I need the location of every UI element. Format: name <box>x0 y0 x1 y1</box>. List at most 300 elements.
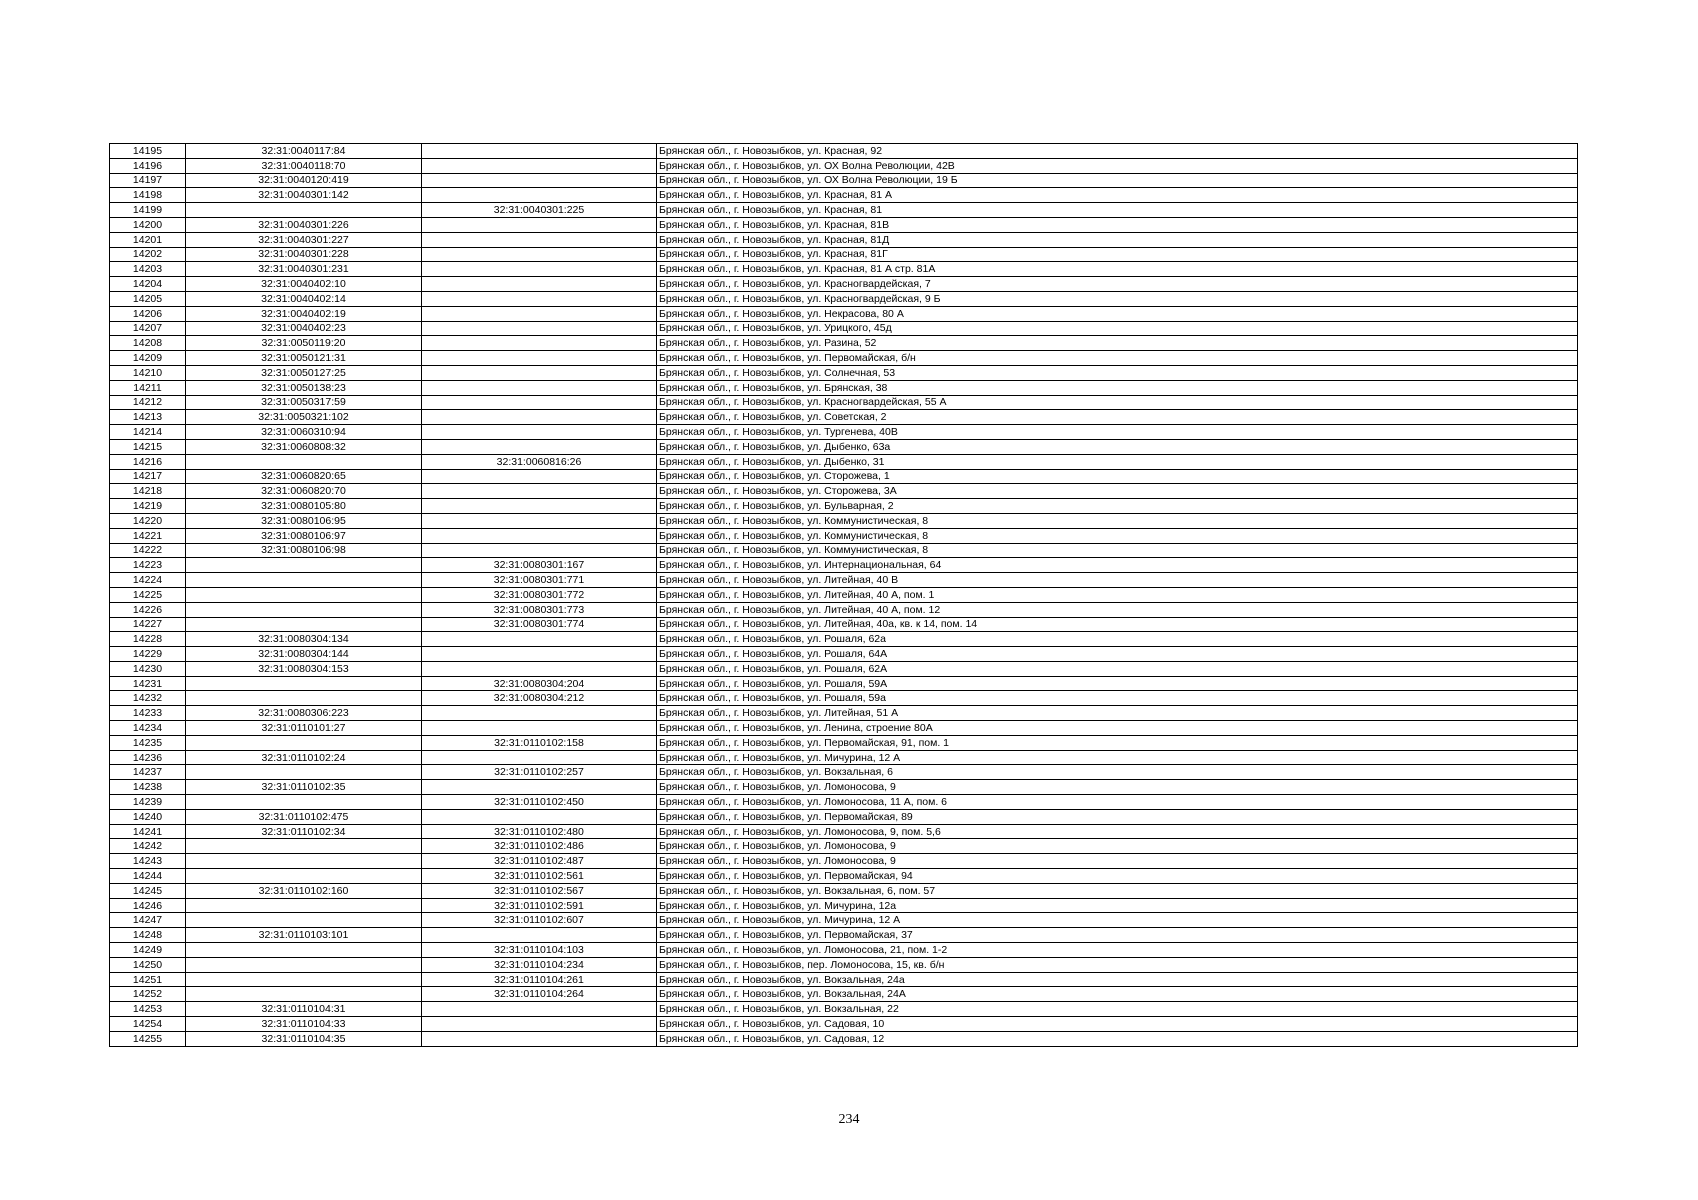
page-number: 234 <box>838 1112 860 1127</box>
cadastral-number-secondary-cell <box>422 661 657 676</box>
table-row <box>110 839 1578 854</box>
row-number-cell: 14211 <box>110 380 186 395</box>
address-cell: Брянская обл., г. Новозыбков, ул. Мичурина, 12 А <box>657 913 1578 928</box>
cadastral-number-secondary-cell: 32:31:0080301:771 <box>422 573 657 588</box>
row-number-cell: 14219 <box>110 499 186 514</box>
cadastral-number-cell: 32:31:0110102:160 <box>186 883 422 898</box>
cadastral-number-secondary-cell: 32:31:0080301:773 <box>422 602 657 617</box>
row-number-cell: 14212 <box>110 395 186 410</box>
cadastral-number-cell <box>186 676 422 691</box>
cadastral-number-cell <box>186 558 422 573</box>
cadastral-number-cell: 32:31:0080106:97 <box>186 528 422 543</box>
row-number-cell: 14250 <box>110 957 186 972</box>
table-row <box>110 617 1578 632</box>
cadastral-number-secondary-cell <box>422 1017 657 1032</box>
cadastral-number-secondary-cell: 32:31:0110102:486 <box>422 839 657 854</box>
cadastral-number-cell: 32:31:0050321:102 <box>186 410 422 425</box>
row-number-cell: 14245 <box>110 883 186 898</box>
cadastral-number-cell: 32:31:0040301:142 <box>186 188 422 203</box>
cadastral-number-secondary-cell: 32:31:0110104:234 <box>422 957 657 972</box>
table-row <box>110 543 1578 558</box>
property-registry-table <box>109 143 1578 1047</box>
address-cell: Брянская обл., г. Новозыбков, ул. Первомайская, б/н <box>657 351 1578 366</box>
address-cell: Брянская обл., г. Новозыбков, ул. Дыбенко, 63а <box>657 439 1578 454</box>
cadastral-number-secondary-cell <box>422 336 657 351</box>
address-cell: Брянская обл., г. Новозыбков, ул. Первомайская, 94 <box>657 869 1578 884</box>
cadastral-number-secondary-cell: 32:31:0040301:225 <box>422 203 657 218</box>
address-cell: Брянская обл., г. Новозыбков, ул. Некрасова, 80 А <box>657 306 1578 321</box>
address-cell: Брянская обл., г. Новозыбков, ул. Рошаля, 62А <box>657 661 1578 676</box>
row-number-cell: 14241 <box>110 824 186 839</box>
cadastral-number-cell: 32:31:0040402:10 <box>186 277 422 292</box>
cadastral-number-secondary-cell <box>422 321 657 336</box>
row-number-cell: 14247 <box>110 913 186 928</box>
cadastral-number-secondary-cell <box>422 306 657 321</box>
row-number-cell: 14246 <box>110 898 186 913</box>
cadastral-number-cell: 32:31:0040301:231 <box>186 262 422 277</box>
address-cell: Брянская обл., г. Новозыбков, ул. Вокзальная, 6 <box>657 765 1578 780</box>
cadastral-number-cell: 32:31:0060808:32 <box>186 439 422 454</box>
table-row <box>110 351 1578 366</box>
table-row <box>110 809 1578 824</box>
cadastral-number-secondary-cell: 32:31:0110104:261 <box>422 972 657 987</box>
address-cell: Брянская обл., г. Новозыбков, ул. Ленина, строение 80А <box>657 721 1578 736</box>
cadastral-number-cell: 32:31:0080304:153 <box>186 661 422 676</box>
address-cell: Брянская обл., г. Новозыбков, ул. Литейная, 40 А, пом. 12 <box>657 602 1578 617</box>
table-row <box>110 262 1578 277</box>
cadastral-number-cell: 32:31:0110101:27 <box>186 721 422 736</box>
row-number-cell: 14234 <box>110 721 186 736</box>
cadastral-number-cell: 32:31:0040301:226 <box>186 217 422 232</box>
table-row <box>110 321 1578 336</box>
address-cell: Брянская обл., г. Новозыбков, ул. Красная, 81Г <box>657 247 1578 262</box>
address-cell: Брянская обл., г. Новозыбков, ул. Ломоносова, 9 <box>657 854 1578 869</box>
address-cell: Брянская обл., г. Новозыбков, ул. Рошаля, 62а <box>657 632 1578 647</box>
cadastral-number-secondary-cell <box>422 158 657 173</box>
table-row <box>110 365 1578 380</box>
cadastral-number-cell <box>186 573 422 588</box>
table-row <box>110 957 1578 972</box>
table-row <box>110 558 1578 573</box>
cadastral-number-secondary-cell <box>422 144 657 159</box>
table-row <box>110 336 1578 351</box>
table-row <box>110 795 1578 810</box>
cadastral-number-cell <box>186 203 422 218</box>
table-row <box>110 395 1578 410</box>
cadastral-number-secondary-cell <box>422 543 657 558</box>
row-number-cell: 14238 <box>110 780 186 795</box>
address-cell: Брянская обл., г. Новозыбков, ул. Дыбенко, 31 <box>657 454 1578 469</box>
address-cell: Брянская обл., г. Новозыбков, ул. Литейная, 51 А <box>657 706 1578 721</box>
cadastral-number-cell: 32:31:0040402:23 <box>186 321 422 336</box>
row-number-cell: 14202 <box>110 247 186 262</box>
cadastral-number-cell: 32:31:0050121:31 <box>186 351 422 366</box>
row-number-cell: 14252 <box>110 987 186 1002</box>
row-number-cell: 14218 <box>110 484 186 499</box>
cadastral-number-secondary-cell <box>422 395 657 410</box>
cadastral-number-cell: 32:31:0050138:23 <box>186 380 422 395</box>
cadastral-number-secondary-cell: 32:31:0080301:772 <box>422 587 657 602</box>
table-row <box>110 425 1578 440</box>
row-number-cell: 14214 <box>110 425 186 440</box>
row-number-cell: 14227 <box>110 617 186 632</box>
address-cell: Брянская обл., г. Новозыбков, ул. Советская, 2 <box>657 410 1578 425</box>
cadastral-number-secondary-cell <box>422 1002 657 1017</box>
cadastral-number-cell: 32:31:0040402:19 <box>186 306 422 321</box>
cadastral-number-cell <box>186 617 422 632</box>
table-row <box>110 158 1578 173</box>
table-row <box>110 647 1578 662</box>
table-row <box>110 454 1578 469</box>
table-row <box>110 721 1578 736</box>
cadastral-number-secondary-cell: 32:31:0110102:257 <box>422 765 657 780</box>
table-row <box>110 632 1578 647</box>
row-number-cell: 14209 <box>110 351 186 366</box>
row-number-cell: 14251 <box>110 972 186 987</box>
address-cell: Брянская обл., г. Новозыбков, ул. Мичурина, 12 А <box>657 750 1578 765</box>
address-cell: Брянская обл., г. Новозыбков, ул. Ломоносова, 21, пом. 1-2 <box>657 943 1578 958</box>
cadastral-number-secondary-cell <box>422 469 657 484</box>
row-number-cell: 14249 <box>110 943 186 958</box>
cadastral-number-secondary-cell <box>422 439 657 454</box>
row-number-cell: 14221 <box>110 528 186 543</box>
cadastral-number-cell <box>186 972 422 987</box>
table-row <box>110 928 1578 943</box>
address-cell: Брянская обл., г. Новозыбков, ул. Садовая, 10 <box>657 1017 1578 1032</box>
cadastral-number-secondary-cell <box>422 750 657 765</box>
table-row <box>110 439 1578 454</box>
cadastral-number-cell: 32:31:0080304:134 <box>186 632 422 647</box>
table-row <box>110 232 1578 247</box>
table-row <box>110 854 1578 869</box>
cadastral-number-secondary-cell: 32:31:0110102:487 <box>422 854 657 869</box>
cadastral-number-cell <box>186 913 422 928</box>
table-row <box>110 587 1578 602</box>
cadastral-number-secondary-cell <box>422 410 657 425</box>
table-row <box>110 1017 1578 1032</box>
table-row <box>110 410 1578 425</box>
row-number-cell: 14208 <box>110 336 186 351</box>
table-row <box>110 602 1578 617</box>
row-number-cell: 14203 <box>110 262 186 277</box>
row-number-cell: 14242 <box>110 839 186 854</box>
row-number-cell: 14220 <box>110 513 186 528</box>
address-cell: Брянская обл., г. Новозыбков, ул. Красная, 81 А <box>657 188 1578 203</box>
cadastral-number-cell: 32:31:0080105:80 <box>186 499 422 514</box>
cadastral-number-secondary-cell <box>422 291 657 306</box>
cadastral-number-secondary-cell <box>422 780 657 795</box>
cadastral-number-secondary-cell <box>422 721 657 736</box>
address-cell: Брянская обл., г. Новозыбков, ул. Литейная, 40а, кв. к 14, пом. 14 <box>657 617 1578 632</box>
cadastral-number-cell: 32:31:0050127:25 <box>186 365 422 380</box>
cadastral-number-secondary-cell: 32:31:0110102:567 <box>422 883 657 898</box>
row-number-cell: 14232 <box>110 691 186 706</box>
cadastral-number-cell: 32:31:0040301:228 <box>186 247 422 262</box>
row-number-cell: 14216 <box>110 454 186 469</box>
cadastral-number-secondary-cell <box>422 513 657 528</box>
table-row <box>110 691 1578 706</box>
cadastral-number-cell: 32:31:0110104:33 <box>186 1017 422 1032</box>
row-number-cell: 14255 <box>110 1031 186 1046</box>
cadastral-number-secondary-cell <box>422 425 657 440</box>
address-cell: Брянская обл., г. Новозыбков, ул. Урицкого, 45д <box>657 321 1578 336</box>
cadastral-number-cell <box>186 454 422 469</box>
registry-table-body <box>110 144 1578 1047</box>
cadastral-number-secondary-cell: 32:31:0110102:450 <box>422 795 657 810</box>
table-row <box>110 913 1578 928</box>
cadastral-number-secondary-cell <box>422 484 657 499</box>
table-row <box>110 750 1578 765</box>
cadastral-number-cell: 32:31:0060820:70 <box>186 484 422 499</box>
row-number-cell: 14254 <box>110 1017 186 1032</box>
table-row <box>110 661 1578 676</box>
table-row <box>110 706 1578 721</box>
cadastral-number-secondary-cell: 32:31:0110104:264 <box>422 987 657 1002</box>
table-row <box>110 1002 1578 1017</box>
row-number-cell: 14207 <box>110 321 186 336</box>
address-cell: Брянская обл., г. Новозыбков, ул. Литейная, 40 В <box>657 573 1578 588</box>
table-row <box>110 277 1578 292</box>
row-number-cell: 14204 <box>110 277 186 292</box>
cadastral-number-cell <box>186 735 422 750</box>
address-cell: Брянская обл., г. Новозыбков, ул. Первомайская, 37 <box>657 928 1578 943</box>
address-cell: Брянская обл., г. Новозыбков, ул. Тургенева, 40В <box>657 425 1578 440</box>
cadastral-number-secondary-cell: 32:31:0080301:774 <box>422 617 657 632</box>
address-cell: Брянская обл., г. Новозыбков, ул. Красногвардейская, 9 Б <box>657 291 1578 306</box>
cadastral-number-cell: 32:31:0040402:14 <box>186 291 422 306</box>
address-cell: Брянская обл., г. Новозыбков, ул. Сторожева, 1 <box>657 469 1578 484</box>
cadastral-number-secondary-cell <box>422 188 657 203</box>
row-number-cell: 14217 <box>110 469 186 484</box>
address-cell: Брянская обл., г. Новозыбков, ул. Солнечная, 53 <box>657 365 1578 380</box>
cadastral-number-cell: 32:31:0110103:101 <box>186 928 422 943</box>
cadastral-number-cell: 32:31:0050119:20 <box>186 336 422 351</box>
row-number-cell: 14235 <box>110 735 186 750</box>
cadastral-number-cell: 32:31:0080306:223 <box>186 706 422 721</box>
cadastral-number-cell: 32:31:0110102:34 <box>186 824 422 839</box>
row-number-cell: 14240 <box>110 809 186 824</box>
cadastral-number-secondary-cell <box>422 1031 657 1046</box>
cadastral-number-secondary-cell: 32:31:0110102:480 <box>422 824 657 839</box>
row-number-cell: 14253 <box>110 1002 186 1017</box>
cadastral-number-secondary-cell <box>422 528 657 543</box>
row-number-cell: 14225 <box>110 587 186 602</box>
address-cell: Брянская обл., г. Новозыбков, ул. Красная, 81В <box>657 217 1578 232</box>
address-cell: Брянская обл., г. Новозыбков, ул. Вокзальная, 6, пом. 57 <box>657 883 1578 898</box>
cadastral-number-cell <box>186 587 422 602</box>
row-number-cell: 14215 <box>110 439 186 454</box>
address-cell: Брянская обл., г. Новозыбков, ул. ОХ Волна Революции, 42В <box>657 158 1578 173</box>
table-row <box>110 987 1578 1002</box>
address-cell: Брянская обл., г. Новозыбков, ул. Интернациональная, 64 <box>657 558 1578 573</box>
table-row <box>110 203 1578 218</box>
row-number-cell: 14205 <box>110 291 186 306</box>
cadastral-number-secondary-cell: 32:31:0080304:204 <box>422 676 657 691</box>
address-cell: Брянская обл., г. Новозыбков, ул. Красногвардейская, 55 А <box>657 395 1578 410</box>
cadastral-number-secondary-cell <box>422 173 657 188</box>
cadastral-number-secondary-cell: 32:31:0080301:167 <box>422 558 657 573</box>
table-row <box>110 513 1578 528</box>
row-number-cell: 14229 <box>110 647 186 662</box>
address-cell: Брянская обл., г. Новозыбков, ул. Разина, 52 <box>657 336 1578 351</box>
address-cell: Брянская обл., г. Новозыбков, ул. Литейная, 40 А, пом. 1 <box>657 587 1578 602</box>
cadastral-number-secondary-cell <box>422 706 657 721</box>
cadastral-number-cell: 32:31:0080106:95 <box>186 513 422 528</box>
address-cell: Брянская обл., г. Новозыбков, ул. Сторожева, 3А <box>657 484 1578 499</box>
table-row <box>110 188 1578 203</box>
address-cell: Брянская обл., г. Новозыбков, пер. Ломоносова, 15, кв. б/н <box>657 957 1578 972</box>
address-cell: Брянская обл., г. Новозыбков, ул. Ломоносова, 11 А, пом. 6 <box>657 795 1578 810</box>
cadastral-number-secondary-cell: 32:31:0060816:26 <box>422 454 657 469</box>
cadastral-number-cell: 32:31:0060820:65 <box>186 469 422 484</box>
cadastral-number-cell: 32:31:0110104:35 <box>186 1031 422 1046</box>
cadastral-number-secondary-cell <box>422 262 657 277</box>
address-cell: Брянская обл., г. Новозыбков, ул. Красная, 81Д <box>657 232 1578 247</box>
table-row <box>110 972 1578 987</box>
row-number-cell: 14213 <box>110 410 186 425</box>
cadastral-number-secondary-cell <box>422 365 657 380</box>
cadastral-number-cell <box>186 795 422 810</box>
cadastral-number-secondary-cell <box>422 247 657 262</box>
row-number-cell: 14239 <box>110 795 186 810</box>
address-cell: Брянская обл., г. Новозыбков, ул. Коммунистическая, 8 <box>657 528 1578 543</box>
address-cell: Брянская обл., г. Новозыбков, ул. Коммунистическая, 8 <box>657 543 1578 558</box>
row-number-cell: 14196 <box>110 158 186 173</box>
address-cell: Брянская обл., г. Новозыбков, ул. Красная, 92 <box>657 144 1578 159</box>
row-number-cell: 14210 <box>110 365 186 380</box>
row-number-cell: 14199 <box>110 203 186 218</box>
cadastral-number-secondary-cell <box>422 647 657 662</box>
cadastral-number-cell: 32:31:0110102:475 <box>186 809 422 824</box>
row-number-cell: 14237 <box>110 765 186 780</box>
row-number-cell: 14224 <box>110 573 186 588</box>
row-number-cell: 14195 <box>110 144 186 159</box>
address-cell: Брянская обл., г. Новозыбков, ул. Ломоносова, 9 <box>657 839 1578 854</box>
cadastral-number-cell: 32:31:0040118:70 <box>186 158 422 173</box>
cadastral-number-secondary-cell <box>422 351 657 366</box>
cadastral-number-secondary-cell <box>422 217 657 232</box>
row-number-cell: 14243 <box>110 854 186 869</box>
row-number-cell: 14222 <box>110 543 186 558</box>
address-cell: Брянская обл., г. Новозыбков, ул. Ломоносова, 9, пом. 5,6 <box>657 824 1578 839</box>
cadastral-number-secondary-cell: 32:31:0110102:591 <box>422 898 657 913</box>
cadastral-number-cell: 32:31:0110104:31 <box>186 1002 422 1017</box>
table-row <box>110 380 1578 395</box>
table-row <box>110 306 1578 321</box>
table-row <box>110 499 1578 514</box>
table-row <box>110 765 1578 780</box>
cadastral-number-secondary-cell: 32:31:0080304:212 <box>422 691 657 706</box>
address-cell: Брянская обл., г. Новозыбков, ул. Мичурина, 12а <box>657 898 1578 913</box>
cadastral-number-cell <box>186 602 422 617</box>
address-cell: Брянская обл., г. Новозыбков, ул. Красногвардейская, 7 <box>657 277 1578 292</box>
row-number-cell: 14248 <box>110 928 186 943</box>
address-cell: Брянская обл., г. Новозыбков, ул. Вокзальная, 22 <box>657 1002 1578 1017</box>
table-row <box>110 528 1578 543</box>
address-cell: Брянская обл., г. Новозыбков, ул. Красная, 81 А стр. 81А <box>657 262 1578 277</box>
cadastral-number-secondary-cell: 32:31:0110104:103 <box>422 943 657 958</box>
cadastral-number-cell: 32:31:0080106:98 <box>186 543 422 558</box>
row-number-cell: 14201 <box>110 232 186 247</box>
cadastral-number-cell: 32:31:0110102:35 <box>186 780 422 795</box>
row-number-cell: 14226 <box>110 602 186 617</box>
address-cell: Брянская обл., г. Новозыбков, ул. Садовая, 12 <box>657 1031 1578 1046</box>
row-number-cell: 14197 <box>110 173 186 188</box>
cadastral-number-cell: 32:31:0080304:144 <box>186 647 422 662</box>
cadastral-number-cell <box>186 839 422 854</box>
table-row <box>110 484 1578 499</box>
cadastral-number-cell: 32:31:0040117:84 <box>186 144 422 159</box>
table-row <box>110 469 1578 484</box>
address-cell: Брянская обл., г. Новозыбков, ул. Первомайская, 91, пом. 1 <box>657 735 1578 750</box>
address-cell: Брянская обл., г. Новозыбков, ул. Коммунистическая, 8 <box>657 513 1578 528</box>
table-row <box>110 883 1578 898</box>
table-row <box>110 898 1578 913</box>
cadastral-number-secondary-cell <box>422 232 657 247</box>
address-cell: Брянская обл., г. Новозыбков, ул. Первомайская, 89 <box>657 809 1578 824</box>
address-cell: Брянская обл., г. Новозыбков, ул. ОХ Волна Революции, 19 Б <box>657 173 1578 188</box>
cadastral-number-cell: 32:31:0040120:419 <box>186 173 422 188</box>
address-cell: Брянская обл., г. Новозыбков, ул. Рошаля, 59А <box>657 676 1578 691</box>
row-number-cell: 14223 <box>110 558 186 573</box>
table-row <box>110 1031 1578 1046</box>
table-row <box>110 217 1578 232</box>
table-row <box>110 676 1578 691</box>
table-row <box>110 573 1578 588</box>
table-row <box>110 869 1578 884</box>
cadastral-number-secondary-cell <box>422 928 657 943</box>
cadastral-number-secondary-cell <box>422 499 657 514</box>
address-cell: Брянская обл., г. Новозыбков, ул. Вокзальная, 24а <box>657 972 1578 987</box>
address-cell: Брянская обл., г. Новозыбков, ул. Ломоносова, 9 <box>657 780 1578 795</box>
address-cell: Брянская обл., г. Новозыбков, ул. Вокзальная, 24А <box>657 987 1578 1002</box>
address-cell: Брянская обл., г. Новозыбков, ул. Рошаля, 59а <box>657 691 1578 706</box>
cadastral-number-secondary-cell: 32:31:0110102:561 <box>422 869 657 884</box>
row-number-cell: 14230 <box>110 661 186 676</box>
cadastral-number-secondary-cell <box>422 380 657 395</box>
cadastral-number-secondary-cell: 32:31:0110102:158 <box>422 735 657 750</box>
address-cell: Брянская обл., г. Новозыбков, ул. Брянская, 38 <box>657 380 1578 395</box>
cadastral-number-cell: 32:31:0040301:227 <box>186 232 422 247</box>
cadastral-number-cell <box>186 943 422 958</box>
row-number-cell: 14236 <box>110 750 186 765</box>
cadastral-number-cell: 32:31:0110102:24 <box>186 750 422 765</box>
cadastral-number-secondary-cell <box>422 809 657 824</box>
cadastral-number-secondary-cell: 32:31:0110102:607 <box>422 913 657 928</box>
row-number-cell: 14198 <box>110 188 186 203</box>
row-number-cell: 14200 <box>110 217 186 232</box>
cadastral-number-cell <box>186 854 422 869</box>
table-row <box>110 824 1578 839</box>
row-number-cell: 14233 <box>110 706 186 721</box>
cadastral-number-cell <box>186 987 422 1002</box>
table-row <box>110 943 1578 958</box>
table-row <box>110 780 1578 795</box>
cadastral-number-secondary-cell <box>422 277 657 292</box>
cadastral-number-cell <box>186 957 422 972</box>
cadastral-number-cell <box>186 898 422 913</box>
row-number-cell: 14231 <box>110 676 186 691</box>
cadastral-number-secondary-cell <box>422 632 657 647</box>
address-cell: Брянская обл., г. Новозыбков, ул. Бульварная, 2 <box>657 499 1578 514</box>
cadastral-number-cell <box>186 869 422 884</box>
cadastral-number-cell: 32:31:0050317:59 <box>186 395 422 410</box>
row-number-cell: 14244 <box>110 869 186 884</box>
address-cell: Брянская обл., г. Новозыбков, ул. Рошаля, 64А <box>657 647 1578 662</box>
row-number-cell: 14228 <box>110 632 186 647</box>
table-row <box>110 735 1578 750</box>
row-number-cell: 14206 <box>110 306 186 321</box>
